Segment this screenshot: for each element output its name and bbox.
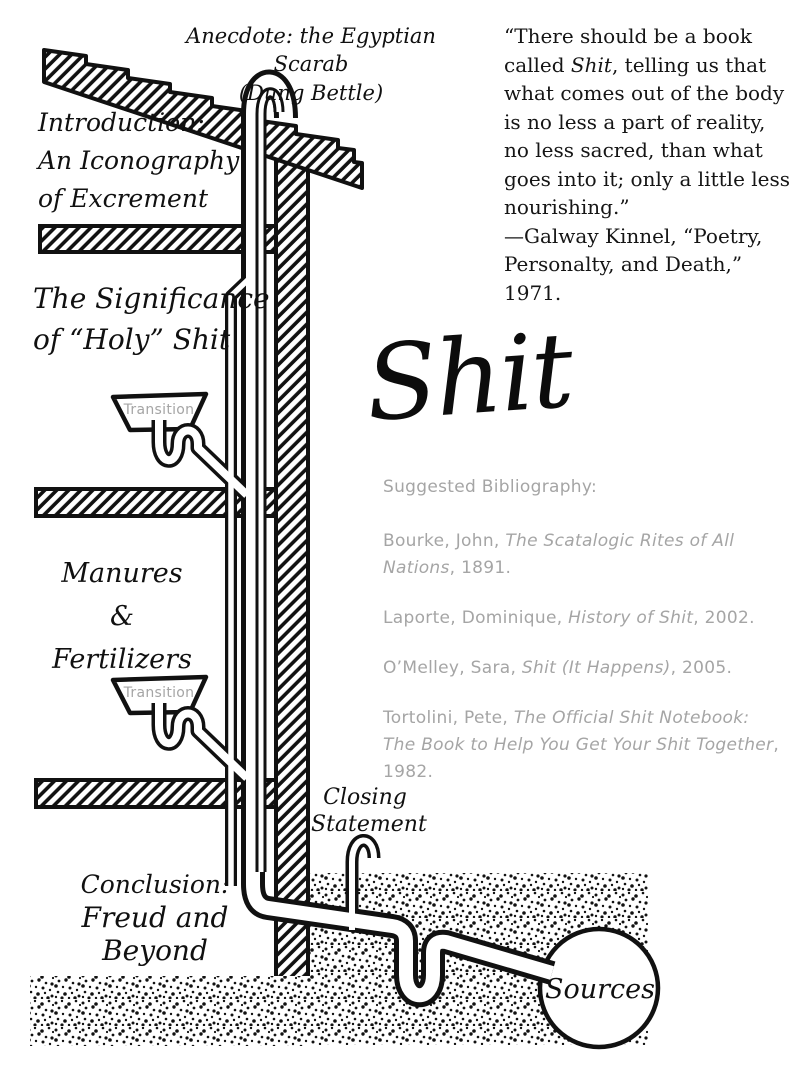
label-manures-line2: Fertilizers [52, 644, 192, 675]
label-conclusion-line2: Freud and Beyond [81, 901, 229, 967]
bib-author: Tortolini, Pete, [383, 708, 514, 728]
ground-left [30, 976, 310, 1046]
bib-year: , 2005. [670, 658, 733, 678]
label-conclusion-line1: Conclusion: [80, 870, 230, 899]
label-anecdote-line2: (Dung Bettle) [238, 80, 384, 105]
bibliography-heading: Suggested Bibliography: [383, 477, 598, 497]
bib-year: , 2002. [693, 608, 755, 628]
bib-title: The Official Shit Notebook: The Book to Help You Get Your Shit Together [383, 708, 774, 755]
label-significance-line2: of “Holy” Shit [33, 323, 231, 356]
label-introduction-line1: Introduction: [38, 108, 205, 137]
quote-attribution: —Galway Kinnel, “Poetry, Personalty, and Death,” 1971. [504, 223, 763, 305]
label-closing-line2: Statement [311, 812, 427, 837]
wall-column [276, 150, 308, 980]
bibliography-entry [383, 528, 787, 582]
bib-title: Shit (It Happens) [521, 658, 671, 678]
bibliography [383, 474, 787, 809]
label-introduction-line2: An Iconography [38, 146, 240, 175]
label-closing-line1: Closing [323, 785, 407, 810]
label-transition-lower: Transition [123, 685, 195, 701]
bib-author: O’Melley, Sara, [383, 658, 522, 678]
quote-text-2: , telling us that what comes out of the body is no less a part of reality, no less sacred, than what goes into it; only a little less nourishing.” [504, 52, 791, 219]
label-transition-upper: Transition [123, 402, 195, 418]
bib-title: The Scatalogic Rites of All Nations [383, 531, 735, 578]
label-manures-line1: Manures & [61, 558, 183, 632]
bibliography-entry [383, 705, 787, 786]
bibliography-entry [383, 605, 787, 632]
label-sources: Sources [544, 974, 655, 1005]
label-anecdote [148, 22, 474, 107]
label-conclusion [38, 868, 272, 967]
page-title: Shit [361, 308, 576, 446]
bib-year: , 1982. [383, 735, 780, 782]
bib-year: , 1891. [449, 558, 512, 578]
label-significance-line1: The Significance [33, 282, 270, 315]
quote-text-1: “There should be a book called [504, 24, 752, 77]
floor-slab-3 [36, 780, 276, 807]
label-significance [33, 278, 270, 360]
floor-slab-1 [40, 226, 276, 252]
bib-author: Laporte, Dominique, [383, 608, 569, 628]
label-introduction-line3: of Excrement [38, 184, 208, 213]
bib-title: History of Shit [568, 608, 694, 628]
label-manures [52, 552, 192, 681]
label-introduction [38, 104, 239, 218]
bib-author: Bourke, John, [383, 531, 506, 551]
label-anecdote-line1: Anecdote: the Egyptian Scarab [186, 24, 436, 77]
epigraph-quote [504, 22, 796, 307]
label-closing-statement [311, 784, 427, 838]
bibliography-entry [383, 655, 787, 682]
quote-italic-word: Shit [570, 52, 612, 77]
